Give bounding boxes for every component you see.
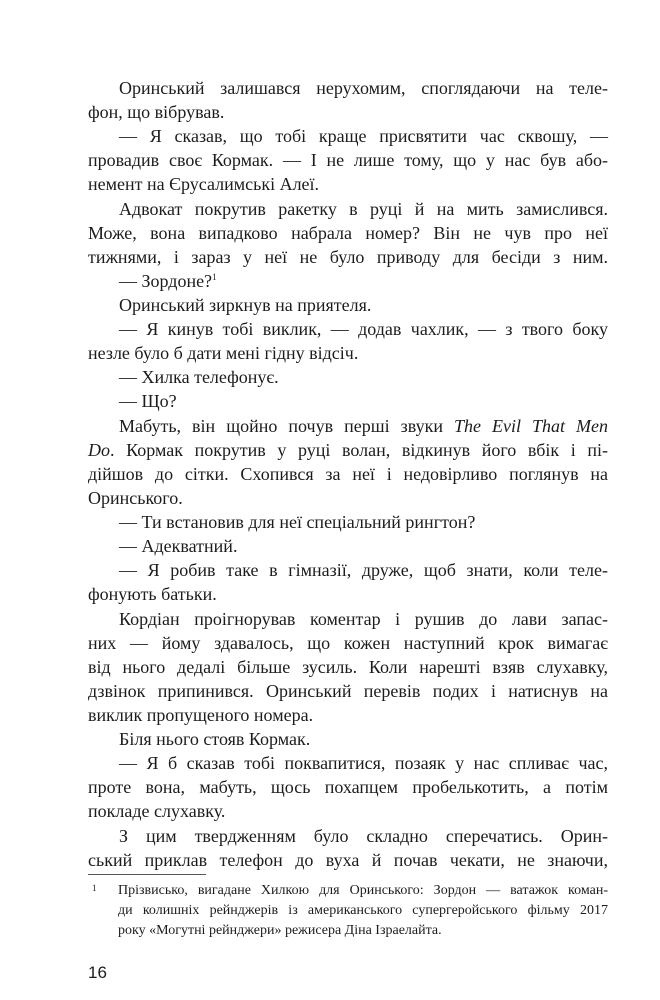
text-line: фонують батьки. <box>88 584 217 604</box>
text-line: — Що? <box>119 391 177 411</box>
text-line: — Ти встановив для неї спеціальний рингтон? <box>119 512 476 532</box>
text-line: них — йому здавалось, що кожен наступний крок вимагає <box>88 633 608 653</box>
text-line: від нього дедалі більше зусиль. Коли нарешті взяв слухавку, <box>88 657 608 677</box>
text-fragment: Мабуть, він щойно почув перші звуки <box>119 416 443 436</box>
text-line: Адвокат покрутив ракетку в руці й на мить замислився. <box>119 199 608 219</box>
footnote-reference: 1 <box>212 272 217 282</box>
text-line: — Я сказав, що тобі краще присвятити час сквошу, — <box>119 126 608 146</box>
text-line: Може, вона випадково набрала номер? Він не чув про неї <box>88 223 608 243</box>
song-title-end: Do <box>88 440 110 460</box>
text-line: Оринський залишався нерухомим, споглядаючи на теле- <box>119 78 608 98</box>
text-fragment: . Кормак покрутив у руці волан, відкинув його вбік і пі- <box>110 440 608 460</box>
song-title: The Evil That Men <box>453 416 608 436</box>
text-line: покладе слухавку. <box>88 801 226 821</box>
text-line: дзвінок припинився. Оринський перевів подих і натиснув на <box>88 681 608 701</box>
footnote-divider <box>88 874 206 875</box>
text-line: — Я робив таке в гімназії, друже, щоб знати, коли теле- <box>119 560 608 580</box>
footnote-line: року «Могутні рейнджери» режисера Діна Ізраелайта. <box>118 923 442 938</box>
text-line: З цим твердженням було складно сперечатись. Орин- <box>119 826 608 846</box>
text-line: дійшов до сітки. Схопився за неї і недовірливо поглянув на <box>88 464 608 484</box>
footnote-line: Прізвисько, вигадане Хилкою для Оринського: Зордон — ватажок коман- <box>118 883 608 898</box>
page-number: 16 <box>88 963 107 982</box>
text-line <box>88 438 608 462</box>
text-line: Оринського. <box>88 488 183 508</box>
text-line: незле було б дати мені гідну відсіч. <box>88 343 359 363</box>
text-line: немент на Єрусалимські Алеї. <box>88 174 320 194</box>
text-line: — Адекватний. <box>119 536 238 556</box>
text-line: ський приклав телефон до вуха й почав чекати, не знаючи, <box>88 850 608 870</box>
text-line: фон, що вібрував. <box>88 102 225 122</box>
text-line: Оринський зиркнув на приятеля. <box>119 295 372 315</box>
text-line: виклик пропущеного номера. <box>88 705 314 725</box>
text-line <box>88 414 608 438</box>
footnote-line: ди колишніх рейнджерів із американського супергеройського фільму 2017 <box>118 903 608 918</box>
footnote-marker: 1 <box>92 883 97 893</box>
text-line: тижнями, і зараз у неї не було приводу для бесіди з ним. <box>88 247 608 267</box>
text-line: Біля нього стояв Кормак. <box>119 729 311 749</box>
speaker-line: — Зордоне? <box>119 271 213 291</box>
text-line: — Я б сказав тобі поквапитися, позаяк у нас спливає час, <box>119 753 608 773</box>
text-line: провадив своє Кормак. — І не лише тому, що у нас був або- <box>88 150 608 170</box>
text-line <box>88 269 608 293</box>
text-line: Кордіан проігнорував коментар і рушив до лави запас- <box>119 609 608 629</box>
text-line: — Хилка телефонує. <box>119 367 279 387</box>
text-line: — Я кинув тобі виклик, — додав чахлик, — з твого боку <box>119 319 608 339</box>
text-line: проте вона, мабуть, щось похапцем пробелькотить, а потім <box>88 777 608 797</box>
